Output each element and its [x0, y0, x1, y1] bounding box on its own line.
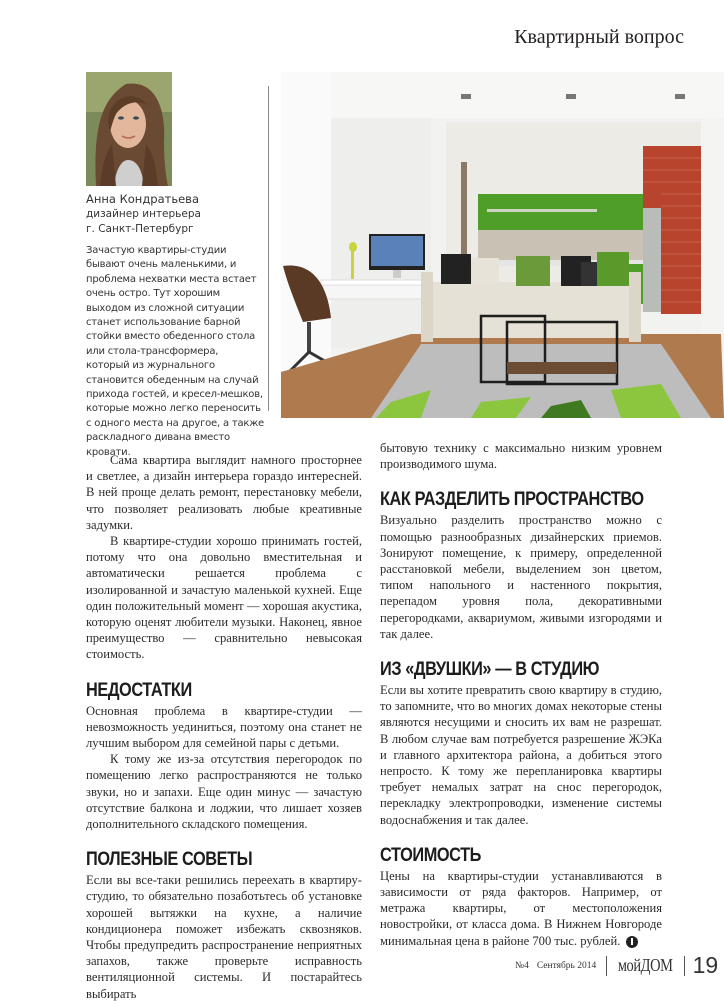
- heading-useful-tips: ПОЛЕЗНЫЕ СОВЕТЫ: [86, 849, 253, 871]
- magazine-logo: мойДОМ: [618, 955, 673, 975]
- portrait-photo-icon: [86, 72, 172, 186]
- paragraph: Сама квартира выглядит намного просторнее и светлее, а дизайн интерьера гораздо интересней. В ней проще делать ремонт, перестановку мебели, что позволяет реализовать любые креативные задумки.: [86, 453, 362, 532]
- hero-photo: [281, 72, 724, 418]
- footer-divider: [606, 956, 607, 976]
- author-portrait: [86, 72, 172, 186]
- paragraph: Визуально разделить пространство можно с помощью разнообразных дизайнерских приемов. Зонируют помещение, к примеру, определенной расстановкой мебели, выделением зон цветом, типом напольного и настенного покрытия, перепадом уровня пола, декоративными перегородками, аквариумом, живыми изгородями и так далее.: [380, 513, 662, 641]
- footer-divider: [684, 956, 685, 976]
- article-column-left: [86, 452, 362, 1002]
- end-mark-icon: [626, 936, 638, 948]
- vertical-divider: [268, 86, 269, 411]
- interior-photo-icon: [281, 72, 724, 418]
- author-city: г. Санкт-Петербург: [86, 223, 194, 235]
- page-number: 19: [692, 952, 719, 978]
- author-role: дизайнер интерьера: [86, 208, 201, 220]
- author-name: Анна Кондратьева: [86, 192, 200, 206]
- issue-date: Сентябрь 2014: [536, 960, 597, 971]
- page-footer: [515, 952, 718, 979]
- paragraph: Основная проблема в квартире-студии — невозможность уединиться, поэтому она станет не лучшим выбором для семейной пары с детьми.: [86, 703, 362, 751]
- heading-drawbacks: НЕДОСТАТКИ: [86, 679, 192, 701]
- author-info: [86, 192, 266, 237]
- issue-number: №4: [515, 960, 529, 971]
- paragraph: Если вы хотите превратить свою квартиру в студию, то запомните, что во многих домах некоторые стены являются несущими и сносить их вам не разрешат. В любом случае вам потребуется разрешение ЖЭКа и главного архитектора района, а добиться этого непросто. К тому же перепланировка квартиры требует немалых затрат на снос перегородок, перекладку электропроводки, изменение системы водоснабжения и так далее.: [380, 683, 662, 827]
- paragraph-text: Цены на квартиры-студии устанавливаются в зависимости от ряда факторов. Например, от метража квартиры, от местоположения новостройки, от класса дома. В Нижнем Новгороде минимальная цена в районе 700 тыс. рублей.: [380, 868, 662, 948]
- heading-divide-space: КАК РАЗДЕЛИТЬ ПРОСТРАНСТВО: [380, 489, 644, 511]
- paragraph: бытовую технику с максимально низким уровнем производимого шума.: [380, 441, 662, 472]
- heading-two-room-to-studio: ИЗ «ДВУШКИ» — В СТУДИЮ: [380, 659, 600, 681]
- article-column-right: [380, 440, 662, 949]
- section-title: Квартирный вопрос: [514, 26, 684, 48]
- paragraph: В квартире-студии хорошо принимать гостей, потому что она довольно вместительная и автоматически решается проблема с изолированной и зачастую маленькой кухней. Еще один положительный момент — хорошая акустика, которую оценят любители музыки. Наконец, явное преимущество — сравнительно невысокая стоимость.: [86, 534, 362, 662]
- author-quote: Зачастую квартиры-студии бывают очень маленькими, и проблема нехватки места встает очень остро. Тут хорошим выходом из сложной ситуации станет использование барной стойки вместо обеденного стола или стола-трансформера, который из журнального становится обеденным на случай прихода гостей, и кресел-мешков, которые можно легко переносить с одного места на другое, а также раскладного дивана вместо кровати.: [86, 245, 265, 458]
- paragraph: Если вы все-таки решились переехать в квартиру-студию, то обязательно позаботьтесь об установке хорошей вытяжки на кухне, а наличие кондиционера поможет избежать сквозняков. Чтобы предупредить распространение неприятных запахов, также проверьте исправность вентиляционной системы. И постарайтесь выбирать: [86, 873, 362, 1001]
- paragraph: К тому же из-за отсутствия перегородок по помещению легко распространяются не только звуки, но и запахи. Еще один минус — зачастую отсутствие балкона и лоджии, что лишает хозяев дополнительного складского помещения.: [86, 752, 362, 832]
- heading-cost: СТОИМОСТЬ: [380, 844, 481, 866]
- paragraph-last: [380, 868, 662, 949]
